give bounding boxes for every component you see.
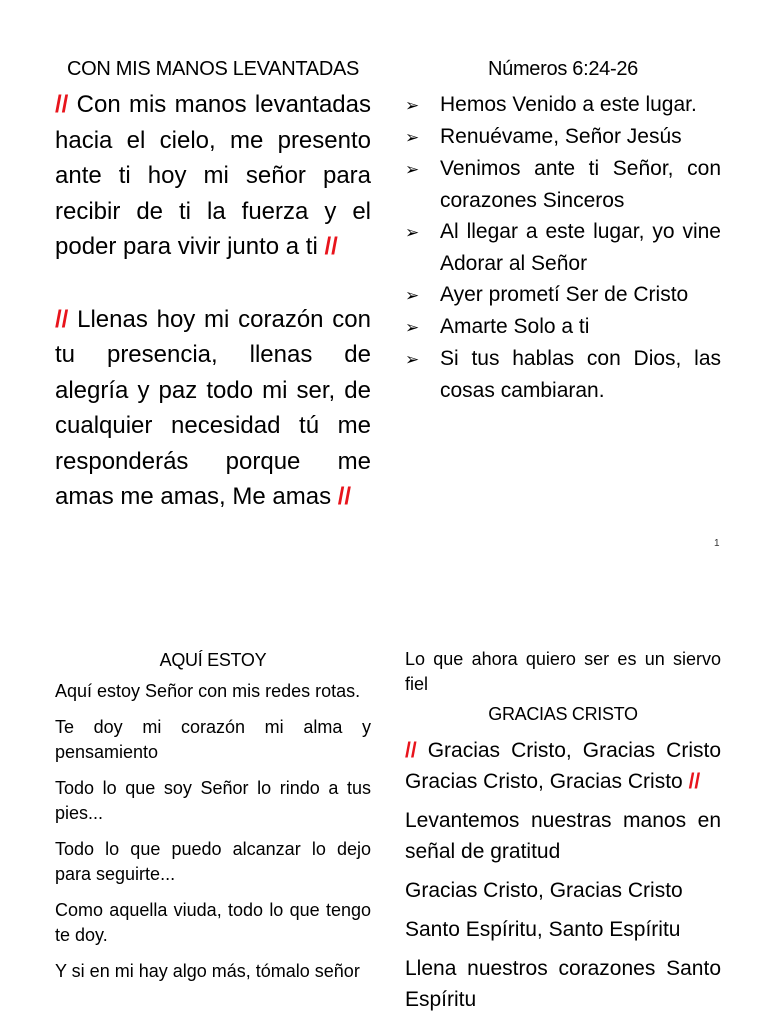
song-aqui-estoy — [55, 647, 371, 995]
chorus-text: Gracias Cristo, Gracias Cristo Gracias Cristo, Gracias Cristo — [405, 739, 721, 793]
repeat-mark: // — [55, 91, 69, 118]
lyric-line: Santo Espíritu, Santo Espíritu — [405, 918, 681, 941]
arrow-bullet-icon: ➢ — [405, 160, 420, 179]
arrow-bullet-icon: ➢ — [405, 96, 420, 115]
intro-line: Lo que ahora quiero ser es un siervo fiel — [405, 649, 721, 694]
verse-2 — [55, 302, 371, 515]
arrow-bullet-icon: ➢ — [405, 286, 420, 305]
lyric-line: Como aquella viuda, todo lo que tengo te doy. — [55, 900, 371, 945]
arrow-bullet-icon: ➢ — [405, 128, 420, 147]
arrow-bullet-icon: ➢ — [405, 350, 420, 369]
song-title: AQUÍ ESTOY — [159, 650, 267, 670]
list-item: ➢ Venimos ante ti Señor, con corazones Sinceros — [405, 153, 721, 216]
verse-1 — [55, 87, 371, 265]
lyric-line: Aquí estoy Señor con mis redes rotas. — [55, 681, 361, 701]
chorus — [405, 735, 721, 797]
lyric-line: Llena nuestros corazones Santo Espíritu — [405, 957, 721, 1011]
section-title: Números 6:24-26 — [487, 58, 639, 80]
numeros-section — [405, 55, 721, 406]
lyric-line: Te doy mi corazón mi alma y pensamiento — [55, 717, 371, 762]
verse-2-text: Llenas hoy mi corazón con tu presencia, llenas de alegría y paz todo mi ser, de cualquier necesidad tú me responderás porque me amas me amas, Me amas — [55, 305, 371, 510]
list-item: ➢ Hemos Venido a este lugar. — [405, 89, 721, 121]
list-item: ➢ Renuévame, Señor Jesús — [405, 121, 721, 153]
repeat-mark: // — [337, 483, 352, 510]
lyric-line: Gracias Cristo, Gracias Cristo — [405, 879, 683, 902]
arrow-list — [405, 89, 721, 406]
song-con-mis-manos — [55, 55, 371, 515]
repeat-mark: // — [688, 770, 701, 793]
list-item: ➢ Si tus hablas con Dios, las cosas cambiaran. — [405, 343, 721, 406]
repeat-mark: // — [55, 305, 69, 333]
lyric-line: Todo lo que puedo alcanzar lo dejo para seguirte... — [55, 839, 371, 884]
lyric-line: Levantemos nuestras manos en señal de gratitud — [405, 809, 721, 863]
song-title: GRACIAS CRISTO — [488, 704, 638, 724]
song-title: CON MIS MANOS LEVANTADAS — [66, 58, 360, 80]
song-gracias-cristo — [405, 647, 721, 1023]
repeat-mark: // — [405, 739, 417, 762]
page-number: 1 — [714, 538, 720, 549]
arrow-bullet-icon: ➢ — [405, 223, 420, 242]
arrow-bullet-icon: ➢ — [405, 318, 420, 337]
list-item: ➢ Amarte Solo a ti — [405, 311, 721, 343]
repeat-mark: // — [324, 233, 338, 260]
lyric-line: Todo lo que soy Señor lo rindo a tus pies... — [55, 778, 371, 823]
verse-1-text: Con mis manos levantadas hacia el cielo, me presento ante ti hoy mi señor para recibir de ti la fuerza y el poder para vivir junto a ti — [55, 91, 371, 260]
list-item: ➢ Al llegar a este lugar, yo vine Adorar al Señor — [405, 216, 721, 279]
lyric-line: Y si en mi hay algo más, tómalo señor — [55, 961, 360, 981]
list-item: ➢ Ayer prometí Ser de Cristo — [405, 279, 721, 311]
